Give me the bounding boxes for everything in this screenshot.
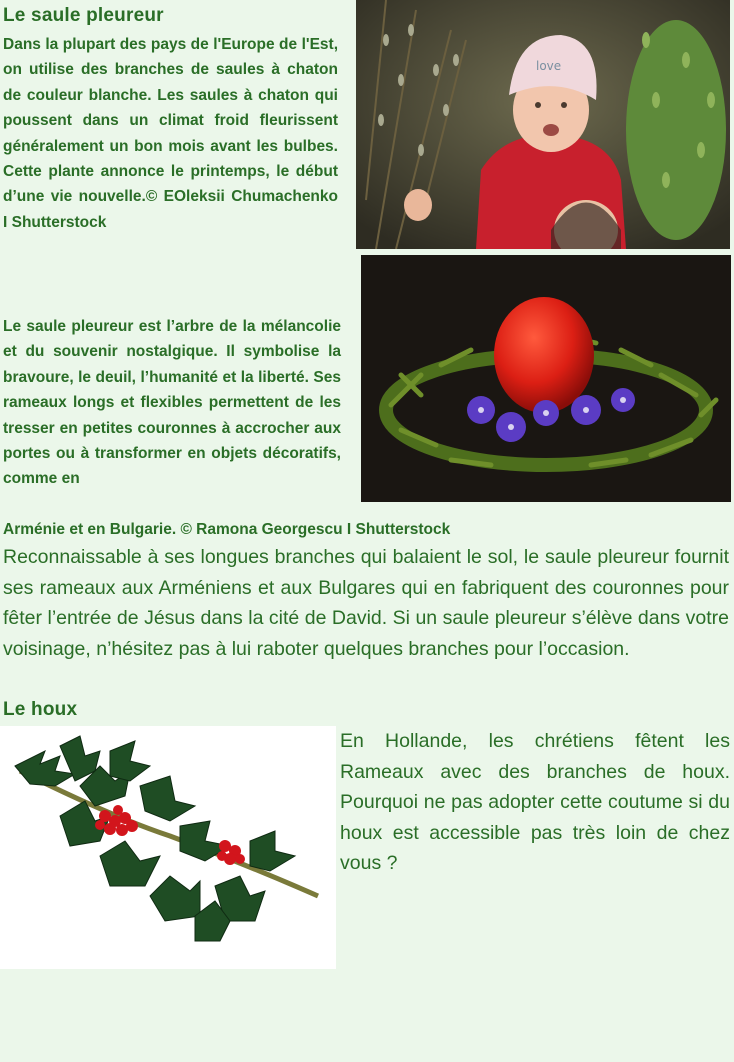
section-title-saule: Le saule pleureur (3, 5, 164, 26)
photo-red-egg-wreath (361, 255, 731, 502)
svg-text:love: love (536, 59, 562, 73)
photo-holly-branch (0, 726, 336, 969)
caption-pussy-willow: Dans la plupart des pays de l'Europe de l'Est, on utilise des branches de saules à chaton de couleur blanche. Les saules à chaton qui poussent dans un climat froid fleurissent généralement un bon mois avant les bulbes. Cette plante annonce le printemps, le début d’une vie nouvelle.© EOleksii Chumachenko I Shutterstock (3, 36, 338, 231)
paragraph-houx: En Hollande, les chrétiens fêtent les Rameaux avec des branches de houx. Pourquoi ne pas adopter cette coutume si du houx est accessible pas très loin de chez vous ? (340, 730, 730, 875)
section-title-houx: Le houx (3, 699, 78, 720)
photo-child-willow (356, 0, 730, 249)
caption-weeping-willow-credit: Arménie et en Bulgarie. © Ramona Georgescu I Shutterstock (3, 521, 451, 538)
paragraph-saule-pleureur: Reconnaissable à ses longues branches qui balaient le sol, le saule pleureur fournit ses rameaux aux Arméniens et aux Bulgares qui en fabriquent des couronnes pour fêter l’entrée de Jésus dans la cité de David. Si un saule pleureur s’élève dans votre voisinage, n’hésitez pas à lui raboter quelques branches pour l’occasion. (3, 546, 729, 660)
caption-weeping-willow: Le saule pleureur est l’arbre de la mélancolie et du souvenir nostalgique. Il symbolise la bravoure, le deuil, l’humanité et la liberté. Ses rameaux longs et flexibles permettent de les tresser en petites couronnes à accrocher aux portes ou à transformer en objets décoratifs, comme en (3, 318, 341, 488)
